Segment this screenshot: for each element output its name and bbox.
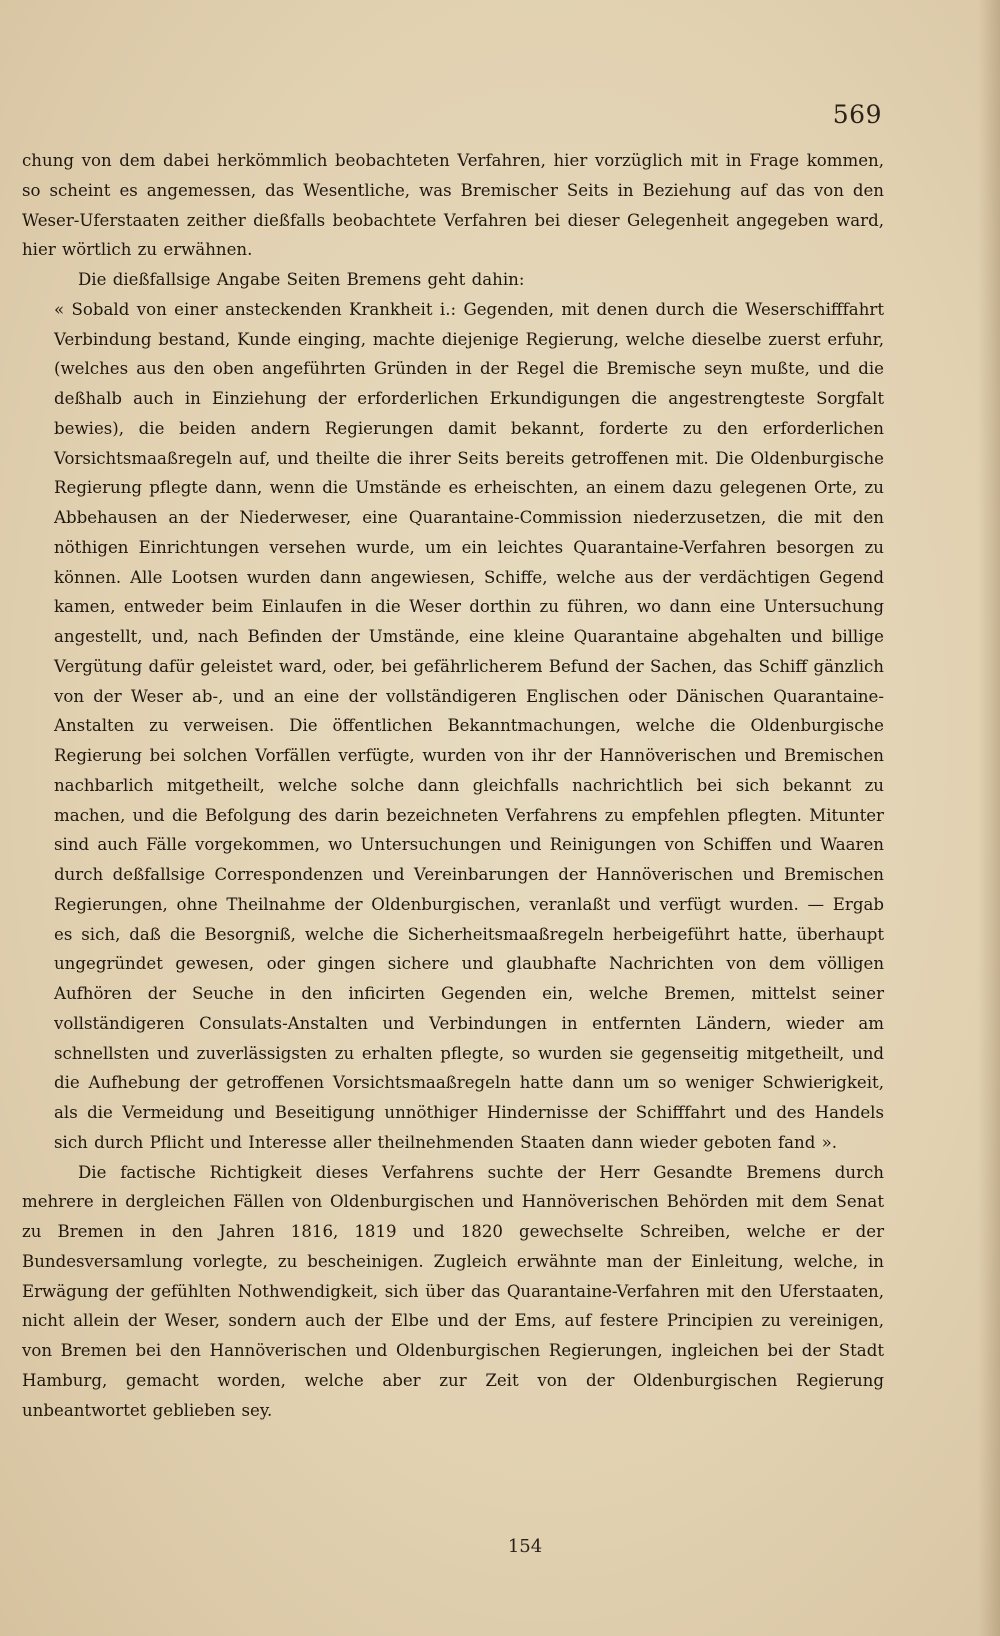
- paragraph-closing: Die factische Richtigkeit dieses Verfahrens suchte der Herr Gesandte Bremens durch mehrere in dergleichen Fällen von Oldenburgischen und Hannöverischen Behörden mit dem Senat zu Bremen in den Jahren 1816, 1819 und 1820 gewechselte Schreiben, welche er der Bundesversamlung vorlegte, zu bescheinigen. Zugleich erwähnte man der Einleitung, welche, in Erwägung der gefühlten Nothwendigkeit, sich über das Quarantaine-Verfahren mit den Uferstaaten, nicht allein der Weser, sondern auch der Elbe und der Ems, auf festere Principien zu vereinigen, von Bremen bei den Hannöverischen und Oldenburgischen Regierungen, ingleichen bei der Stadt Hamburg, gemacht worden, welche aber zur Zeit von der Oldenburgischen Regierung unbeantwortet geblieben sey.: [22, 1162, 884, 1420]
- paragraph-continuation: chung von dem dabei herkömmlich beobachteten Verfahren, hier vorzüglich mit in Frage kommen, so scheint es angemessen, das Wesentliche, was Bremischer Seits in Beziehung auf das von den Weser-Uferstaaten zeither dießfalls beobachtete Verfahren bei dieser Gelegenheit angegeben ward, hier wörtlich zu erwähnen.: [22, 151, 884, 260]
- page-edge-shadow: [978, 0, 1000, 1636]
- body-text: [22, 146, 884, 1425]
- signature-mark-row: [0, 1536, 1000, 1557]
- paragraph-quotation: « Sobald von einer ansteckenden Krankheit i.: Gegenden, mit denen durch die Weserschifffahrt Verbindung bestand, Kunde einging, machte diejenige Regierung, welche dieselbe zuerst erfuhr, (welches aus den oben angeführten Gründen in der Regel die Bremische seyn mußte, und die deßhalb auch in Einziehung der erforderlichen Erkundigungen die angestrengteste Sorgfalt bewies), die beiden andern Regierungen damit bekannt, forderte zu den erforderlichen Vorsichtsmaaßregeln auf, und theilte die ihrer Seits bereits getroffenen mit. Die Oldenburgische Regierung pflegte dann, wenn die Umstände es erheischten, an einem dazu gelegenen Orte, zu Abbehausen an der Niederweser, eine Quarantaine-Commission niederzusetzen, die mit den nöthigen Einrichtungen versehen wurde, um ein leichtes Quarantaine-Verfahren besorgen zu können. Alle Lootsen wurden dann angewiesen, Schiffe, welche aus der verdächtigen Gegend kamen, entweder beim Einlaufen in die Weser dorthin zu führen, wo dann eine Untersuchung angestellt, und, nach Befinden der Umstände, eine kleine Quarantaine abgehalten und billige Vergütung dafür geleistet ward, oder, bei gefährlicherem Befund der Sachen, das Schiff gänzlich von der Weser ab-, und an eine der vollständigeren Englischen oder Dänischen Quarantaine-Anstalten zu verweisen. Die öffentlichen Bekanntmachungen, welche die Oldenburgische Regierung bei solchen Vorfällen verfügte, wurden von ihr der Hannöverischen und Bremischen nachbarlich mitgetheilt, welche solche dann gleichfalls nachrichtlich bei sich bekannt zu machen, und die Befolgung des darin bezeichneten Verfahrens zu empfehlen pflegten. Mitunter sind auch Fälle vorgekommen, wo Untersuchungen und Reinigungen von Schiffen und Waaren durch deßfallsige Correspondenzen und Vereinbarungen der Hannöverischen und Bremischen Regierungen, ohne Theilnahme der Oldenburgischen, veranlaßt und verfügt wurden. — Ergab es sich, daß die Besorgniß, welche die Sicherheitsmaaßregeln herbeigeführt hatte, überhaupt ungegründet gewesen, oder gingen sichere und glaubhafte Nachrichten von dem völligen Aufhören der Seuche in den inficirten Gegenden ein, welche Bremen, mittelst seiner vollständigeren Consulats-Anstalten und Verbindungen in entfernten Ländern, wieder am schnellsten und zuverlässigsten zu erhalten pflegte, so wurden sie gegenseitig mitgetheilt, und die Aufhebung der getroffenen Vorsichtsmaaßregeln hatte dann um so weniger Schwierigkeit, als die Vermeidung und Beseitigung unnöthiger Hindernisse der Schifffahrt und des Handels sich durch Pflicht und Interesse aller theilnehmenden Staaten dann wieder geboten fand ».: [54, 299, 884, 1152]
- signature-mark: 154: [507, 1536, 543, 1557]
- page-number: 569: [832, 100, 882, 129]
- paragraph-intro-quote: Die dießfallsige Angabe Seiten Bremens geht dahin:: [78, 270, 525, 289]
